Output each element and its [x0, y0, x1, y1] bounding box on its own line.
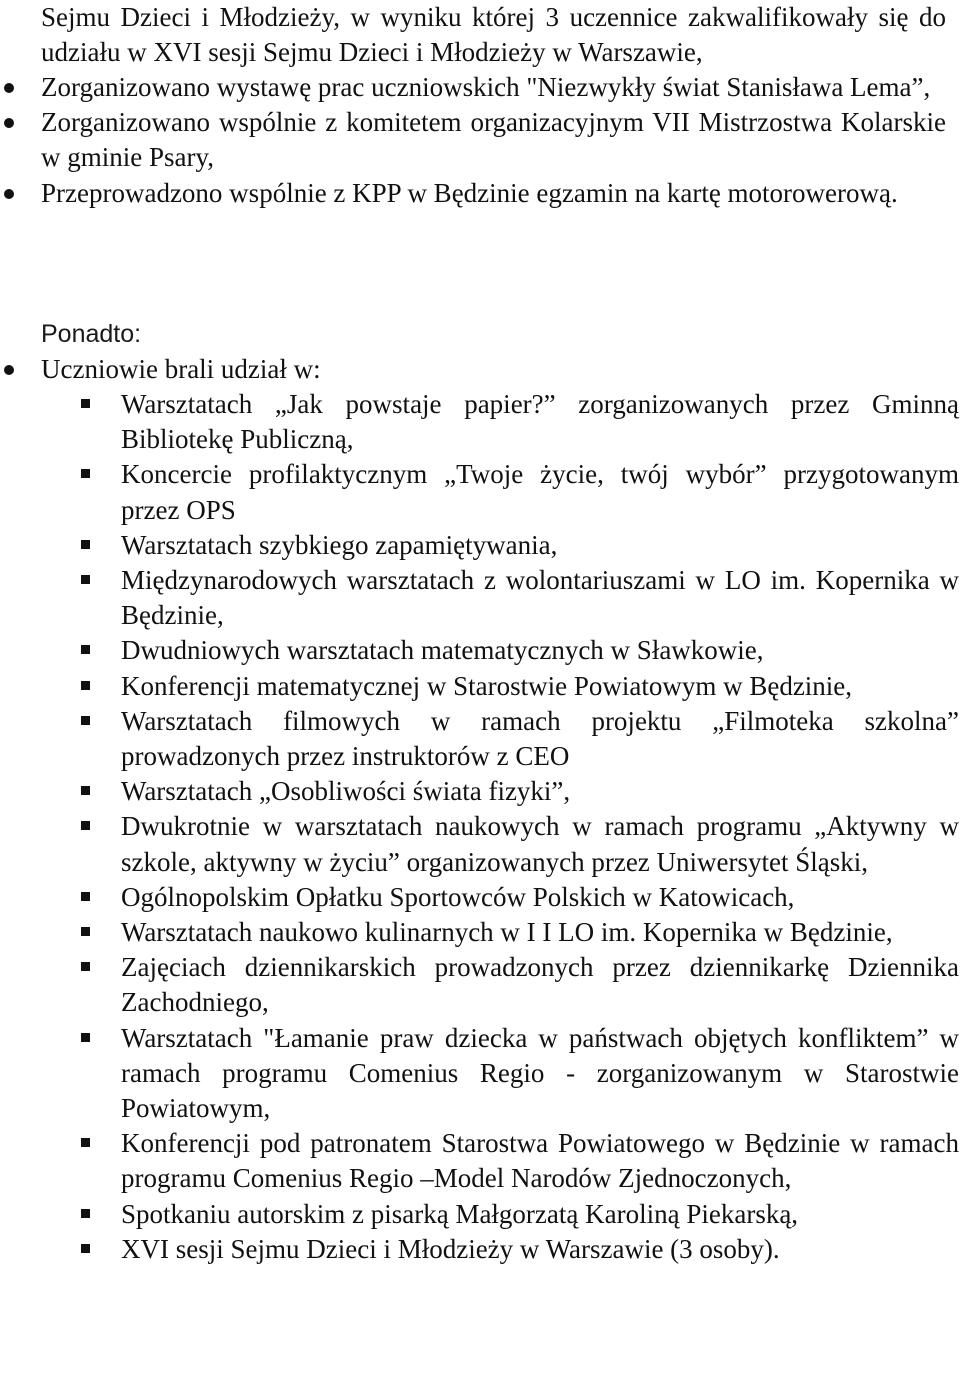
sublist-item-text: Warsztatach filmowych w ramach projektu „Filmoteka szkolna” prowadzonych przez instruktorów z CEO: [121, 705, 959, 772]
bullet-square-icon: [81, 892, 90, 901]
sublist-item-text: Warsztatach „Jak powstaje papier?” zorganizowanych przez Gminną Bibliotekę Publiczną,: [121, 389, 959, 455]
bullet-square-icon: [81, 540, 90, 549]
bullet-square-icon: [81, 821, 90, 830]
bullet-square-icon: [81, 681, 90, 690]
activities-list: [41, 70, 946, 211]
sublist-item: [121, 1126, 959, 1196]
bullet-square-icon: [81, 645, 90, 654]
bullet-dot-icon: [4, 118, 14, 128]
list-item-text: Zorganizowano wystawę prac uczniowskich "Niezwykły świat Stanisława Lema”,: [41, 72, 931, 102]
sublist-item-text: Dwudniowych warsztatach matematycznych w Sławkowie,: [121, 635, 764, 666]
sublist-item: [121, 457, 959, 527]
list-item-text: Uczniowie brali udział w:: [41, 354, 321, 384]
bullet-square-icon: [81, 469, 90, 478]
bullet-square-icon: [81, 962, 90, 971]
list-item: [41, 70, 946, 105]
sublist-item-text: Międzynarodowych warsztatach z wolontariuszami w LO im. Kopernika w Będzinie,: [121, 565, 959, 631]
sublist-item: [121, 880, 959, 915]
sublist-item-text: Warsztatach szybkiego zapamiętywania,: [121, 529, 558, 560]
sublist-item-text: Konferencji pod patronatem Starostwa Powiatowego w Będzinie w ramach programu Comenius Regio –Model Narodów Zjednoczonych,: [121, 1128, 959, 1194]
sublist-item-text: Koncercie profilaktycznym „Twoje życie, twój wybór” przygotowanym przez OPS: [121, 459, 959, 525]
bullet-square-icon: [81, 786, 90, 795]
bullet-square-icon: [81, 716, 90, 725]
bullet-square-icon: [81, 1244, 90, 1253]
bullet-dot-icon: [4, 189, 14, 199]
sublist-item: [121, 387, 959, 457]
participation-sublist: [121, 387, 959, 1267]
bullet-dot-icon: [4, 365, 14, 375]
participation-list: [41, 352, 960, 387]
bullet-square-icon: [81, 1209, 90, 1218]
sublist-item: [121, 950, 959, 1020]
sublist-item-text: Warsztatach naukowo kulinarnych w I I LO im. Kopernika w Będzinie,: [121, 917, 893, 948]
bullet-square-icon: [81, 1138, 90, 1147]
sublist-item-text: Dwukrotnie w warsztatach naukowych w ramach programu „Aktywny w szkole, aktywny w życiu” organizowanych przez Uniwersytet Śląski,: [121, 811, 959, 877]
sublist-item: [121, 1021, 959, 1127]
sublist-item: [121, 704, 959, 774]
sublist-item-text: Zajęciach dziennikarskich prowadzonych przez dziennikarkę Dziennika Zachodniego,: [121, 952, 959, 1018]
list-item-text: Przeprowadzono wspólnie z KPP w Będzinie egzamin na kartę motorowerową.: [41, 177, 898, 208]
sublist-item: [121, 915, 959, 950]
sublist-item-text: Spotkaniu autorskim z pisarką Małgorzatą Karoliną Piekarską,: [121, 1198, 799, 1229]
lead-paragraph: Sejmu Dzieci i Młodzieży, w wyniku której 3 uczennice zakwalifikowały się do udziału w XVI sesji Sejmu Dzieci i Młodzieży w Warszawie,: [41, 2, 946, 68]
sublist-item: [121, 809, 959, 879]
bullet-square-icon: [81, 927, 90, 936]
section-heading-ponadto: Ponadto:: [41, 320, 142, 348]
sublist-item: [121, 528, 959, 563]
sublist-item: [121, 1197, 959, 1232]
sublist-item: [121, 563, 959, 633]
sublist-item-text: Ogólnopolskim Opłatku Sportowców Polskich w Katowicach,: [121, 881, 795, 912]
sublist-item-text: Warsztatach „Osobliwości świata fizyki”,: [121, 776, 571, 807]
sublist-item: [121, 633, 959, 668]
list-item: [41, 176, 946, 211]
sublist-item-text: Konferencji matematycznej w Starostwie Powiatowym w Będzinie,: [121, 670, 853, 701]
bullet-dot-icon: [4, 83, 14, 93]
sublist-item: [121, 669, 959, 704]
list-item-text: Zorganizowano wspólnie z komitetem organizacyjnym VII Mistrzostwa Kolarskie w gminie Psary,: [41, 107, 946, 173]
list-item: [41, 105, 946, 175]
sublist-item-text: XVI sesji Sejmu Dzieci i Młodzieży w Warszawie (3 osoby).: [121, 1233, 780, 1264]
bullet-square-icon: [81, 399, 90, 408]
bullet-square-icon: [81, 575, 90, 584]
sublist-item: [121, 774, 959, 809]
bullet-square-icon: [81, 1033, 90, 1042]
sublist-item-text: Warsztatach "Łamanie praw dziecka w państwach objętych konfliktem” w ramach programu Comenius Regio - zorganizowanym w Starostwie Powiatowym,: [121, 1022, 959, 1124]
sublist-item: [121, 1232, 959, 1267]
list-item: [41, 352, 960, 387]
